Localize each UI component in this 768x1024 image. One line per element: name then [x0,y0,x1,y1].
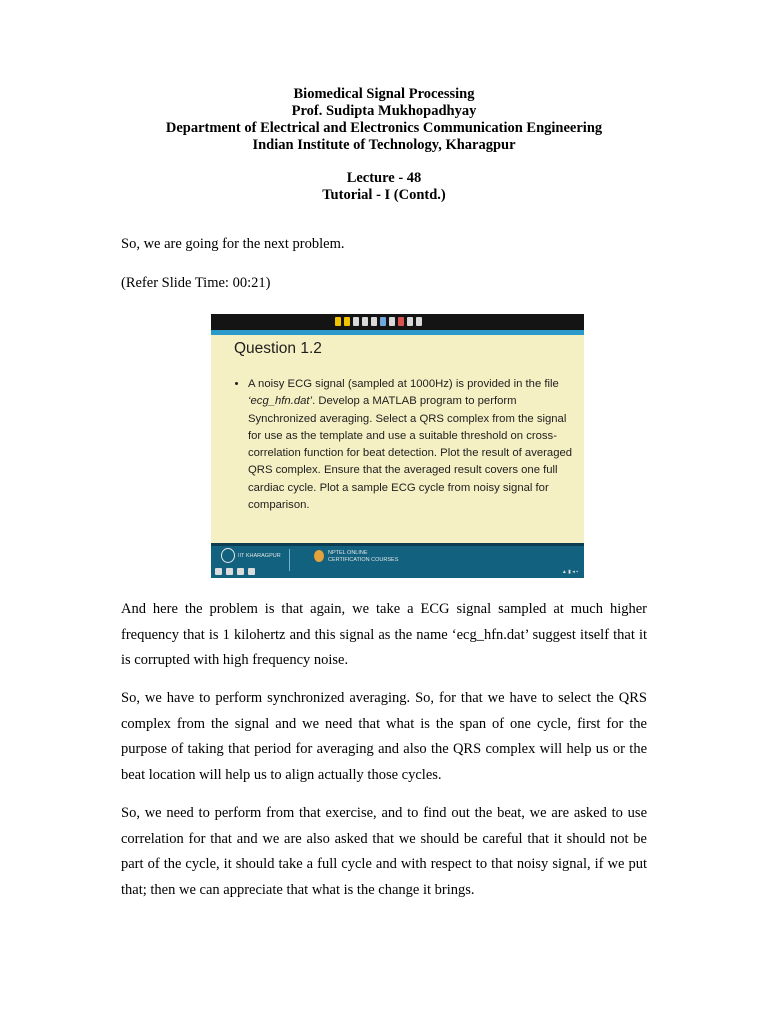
folder-icon [237,568,244,575]
redo-icon [371,317,377,326]
browser-icon [226,568,233,575]
slide-time-reference: (Refer Slide Time: 00:21) [121,275,271,291]
course-title: Biomedical Signal Processing [293,86,475,102]
slide-body [235,376,580,514]
zoom-icon [416,317,422,326]
footer-left-text: IIT KHARAGPUR [238,553,281,559]
page-icon [407,317,413,326]
slide-footer [211,543,584,578]
slide-accent-strip [211,330,584,335]
paragraph-correlation: So, we need to perform from that exercise, and to find out the beat, we are asked to use correlation for that and we are also asked that we should be careful that it should not be part of the cycle, it should take a full cycle and with respect to that noisy signal, if we put that; then we can appreciate that what is the change it brings. [121,805,647,898]
color-icon [398,317,404,326]
tutorial-title: Tutorial - I (Contd.) [322,187,446,203]
app-icon [248,568,255,575]
system-tray: ▲ ▮ ◂ ▪ [561,569,578,575]
paragraph-intro: So, we are going for the next problem. [121,236,345,252]
text-icon [389,317,395,326]
taskbar [215,568,255,575]
document-header [0,86,768,204]
nptel-logo-icon [314,550,324,562]
highlighter-icon [344,317,350,326]
shape-icon [380,317,386,326]
institute-name: Indian Institute of Technology, Kharagpur [252,137,516,153]
paragraph-averaging: So, we have to perform synchronized averaging. So, for that we have to select the QRS complex from the signal and we need that what is the span of one cycle, first for the purpose of taking that period for averaging and also the QRS complex will help us or the beat location will help us to align actually those cycles. [121,690,647,783]
annotation-toolbar [335,317,422,327]
paragraph-problem: And here the problem is that again, we take a ECG signal sampled at much higher frequency that is 1 kilohertz and this signal as the name ‘ecg_hfn.dat’ suggest itself that it is corrupted with high frequency noise. [121,601,647,668]
slide-title: Question 1.2 [234,340,322,357]
pen-icon [335,317,341,326]
undo-icon [362,317,368,326]
slide-bullet: • A noisy ECG signal (sampled at 1000Hz) is provided in the file ‘ecg_hfn.dat’. Develop a MATLAB program to perform Synchronized averaging. Select a QRS complex from the signal for use as the template and use a suitable threshold on cross-correlation function for beat detection. Plot the result of averaged QRS complex. Ensure that the averaged result covers one full cardiac cycle. Plot a sample ECG cycle from noisy signal for comparison. [248,376,580,514]
file-name: ‘ecg_hfn.dat’ [248,395,313,408]
lecture-number: Lecture - 48 [346,170,422,186]
department-name: Department of Electrical and Electronics Communication Engineering [165,120,603,136]
footer-divider [289,549,290,571]
eraser-icon [353,317,359,326]
slide-toolbar-bar [211,314,584,330]
footer-right-text: NPTEL ONLINE CERTIFICATION COURSES [328,550,399,563]
professor-name: Prof. Sudipta Mukhopadhyay [291,103,477,119]
start-icon [215,568,222,575]
iit-logo-icon [221,548,235,563]
slide-screenshot [211,314,584,578]
